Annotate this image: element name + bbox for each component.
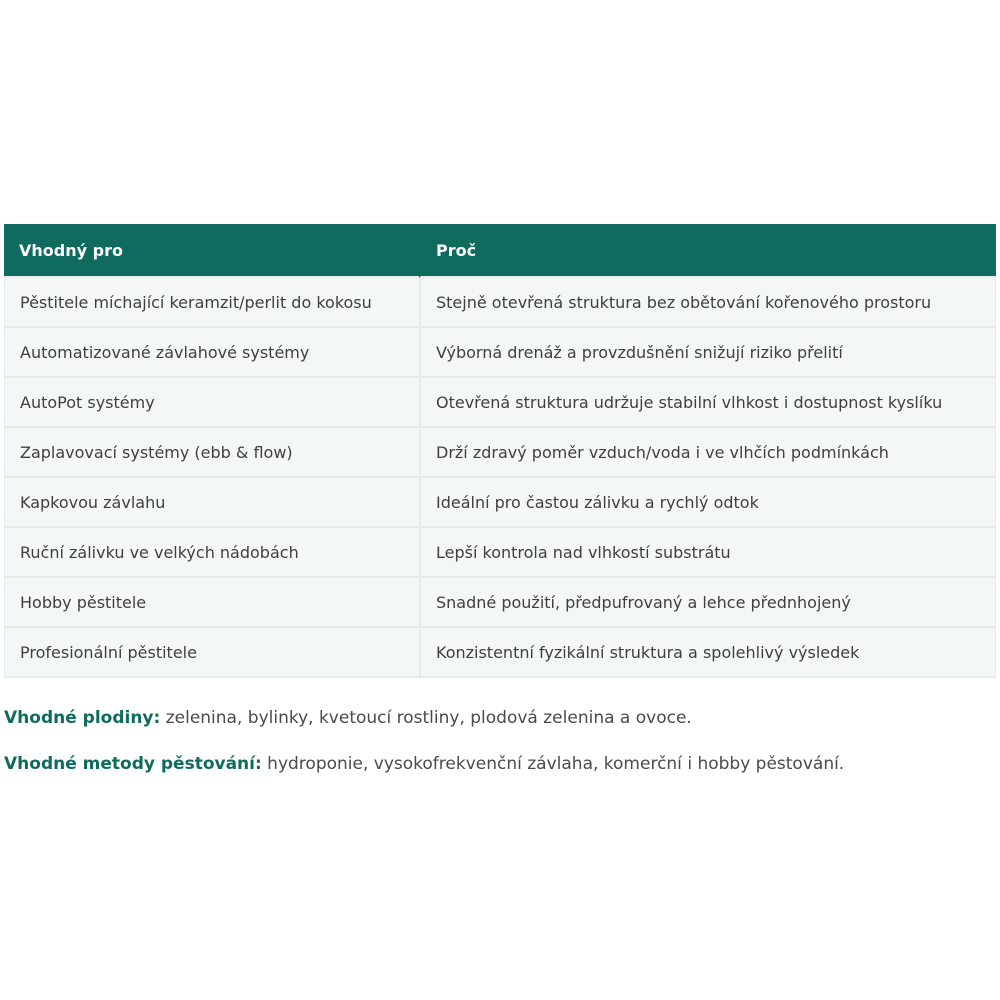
cell-suitable-for: Ruční zálivku ve velkých nádobách (4, 528, 419, 578)
table-row (4, 478, 996, 528)
cell-why: Konzistentní fyzikální struktura a spolehlivý výsledek (419, 628, 996, 678)
cell-why: Stejně otevřená struktura bez obětování kořenového prostoru (419, 278, 996, 328)
header-why: Proč (419, 224, 996, 278)
table-row (4, 528, 996, 578)
table-header-row (4, 224, 996, 278)
table-row (4, 278, 996, 328)
suitable-methods-note (4, 754, 844, 774)
cell-why: Drží zdravý poměr vzduch/voda i ve vlhčích podmínkách (419, 428, 996, 478)
table-row (4, 328, 996, 378)
cell-why: Lepší kontrola nad vlhkostí substrátu (419, 528, 996, 578)
suitable-methods-label: Vhodné metody pěstování: (4, 754, 262, 774)
cell-why: Ideální pro častou zálivku a rychlý odtok (419, 478, 996, 528)
cell-suitable-for: Hobby pěstitele (4, 578, 419, 628)
table-row (4, 628, 996, 678)
cell-why: Výborná drenáž a provzdušnění snižují riziko přelití (419, 328, 996, 378)
cell-why: Otevřená struktura udržuje stabilní vlhkost i dostupnost kyslíku (419, 378, 996, 428)
suitable-crops-note (4, 708, 692, 728)
suitable-crops-label: Vhodné plodiny: (4, 708, 161, 728)
cell-suitable-for: Profesionální pěstitele (4, 628, 419, 678)
cell-suitable-for: Zaplavovací systémy (ebb & flow) (4, 428, 419, 478)
cell-suitable-for: Kapkovou závlahu (4, 478, 419, 528)
suitable-crops-text: zelenina, bylinky, kvetoucí rostliny, plodová zelenina a ovoce. (160, 708, 692, 728)
cell-suitable-for: AutoPot systémy (4, 378, 419, 428)
table-row (4, 428, 996, 478)
table-row (4, 378, 996, 428)
suitability-table-container (4, 224, 996, 678)
cell-suitable-for: Pěstitele míchající keramzit/perlit do kokosu (4, 278, 419, 328)
header-suitable-for: Vhodný pro (4, 224, 419, 278)
suitable-methods-text: hydroponie, vysokofrekvenční závlaha, komerční i hobby pěstování. (261, 754, 845, 774)
cell-why: Snadné použití, předpufrovaný a lehce přednhojený (419, 578, 996, 628)
table-row (4, 578, 996, 628)
suitability-table (4, 224, 996, 678)
cell-suitable-for: Automatizované závlahové systémy (4, 328, 419, 378)
